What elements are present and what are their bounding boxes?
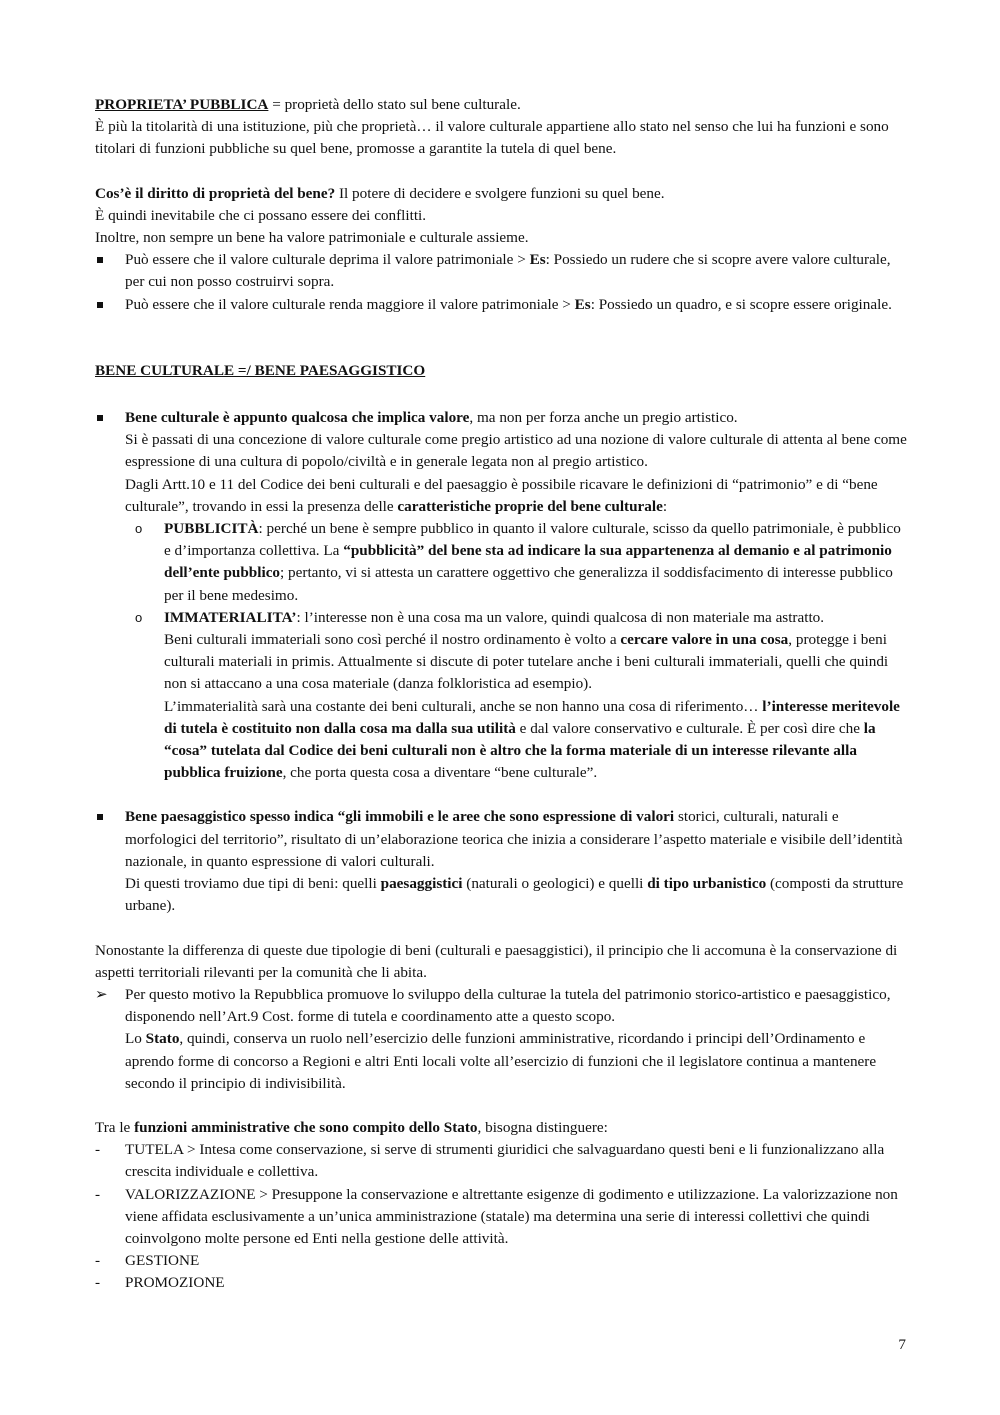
list-item-pubblicita: o PUBBLICITÀ: perché un bene è sempre pubblico in quanto il valore culturale, scisso da quello patrimoniale, è pubblico e d’importanza collettiva. La “pubblicità” del bene sta ad indicare la sua appartenenza al demanio e al patrimonio dell’ente pubblico; pertanto, vi si attesta un carattere oggettivo che generalizza il soddisfacimento di interesse pubblico per il bene medesimo. — [135, 520, 901, 604]
paragraph-proprieta-pubblica: PROPRIETA’ PUBBLICA = proprietà dello stato sul bene culturale. — [95, 96, 521, 113]
list-item-promozione: - PROMOZIONE — [95, 1272, 910, 1294]
heading-bene-culturale: BENE CULTURALE =/ BENE PAESAGGISTICO — [95, 361, 426, 379]
dash-bullet-icon: - — [95, 1185, 101, 1203]
paragraph-titolarita: È più la titolarità di una istituzione, più che proprietà… il valore culturale appartiene allo stato nel senso che lui ha funzioni e sono titolari di funzioni pubbliche su quel bene, promosse a garantite la tutela di quel bene. — [95, 118, 889, 158]
heading-proprieta-pubblica: PROPRIETA’ PUBBLICA — [95, 96, 269, 113]
list-item-repubblica: ➢ Per questo motivo la Repubblica promuove lo sviluppo della culturae la tutela del patrimonio storico-artistico e paesaggistico, disponendo nell’Art.9 Cost. forme di tutela e coordinamento atte a questo scopo. Lo Stato, quindi, conserva un ruolo nell’esercizio delle funzioni amministrative, ricordando i principi dell’Ordinamento e aprendo forme di concorso a Regioni e altri Enti locali volte all’esercizio di funzioni che il legislatore continua a mantenere secondo il principio di indivisibilità. — [95, 985, 891, 1092]
page-number: 7 — [898, 1336, 906, 1353]
paragraph-conflitti: È quindi inevitabile che ci possano essere dei conflitti. — [95, 206, 427, 224]
paragraph-nonostante: Nonostante la differenza di queste due tipologie di beni (culturali e paesaggistici), il principio che li accomuna è la conservazione di aspetti territoriali rilevanti per la comunità che li abita. — [95, 941, 898, 981]
dash-bullet-icon: - — [95, 1252, 101, 1270]
square-bullet-icon — [97, 257, 103, 263]
dash-bullet-icon: - — [95, 1141, 101, 1159]
sublist-caratteristiche — [133, 518, 910, 784]
circle-bullet-icon: o — [135, 521, 143, 537]
list-item-bene-culturale: Bene culturale è appunto qualcosa che implica valore, ma non per forza anche un pregio artistico. Si è passati di una concezione di valore culturale come pregio artistico ad una nozione di valore culturale di attenta al bene come espressione di una cultura di popolo/civiltà e in generale legata non al pregio artistico. Dagli Artt.10 e 11 del Codice dei beni culturali e del paesaggio è possibile ricavare le definizioni di “patrimonio” e di “bene culturale”, trovando in essi la presenza delle caratteristiche proprie del bene culturale: o PUBBLICITÀ: perché un bene è sempre pubblico in quanto il valore culturale, scisso da quello patrimoniale, è pubblico e d’importanza collettiva. La “pubblicità” del bene sta ad indicare la sua appartenenza al demanio e al patrimonio dell’ente pubblico; pertanto, vi si attesta un carattere oggettivo che generalizza il soddisfacimento di interesse pubblico per il bene medesimo. o IMMATERIALITA’: l’interesse non è una cosa ma un valore, quindi qualcosa di non materiale ma astratto. Beni culturali immateriali sono così perché il nostro ordinamento è volto a cercare valore in una cosa, protegge i beni culturali materiali in primis. Attualmente si discute di poter tutelare anche i beni culturali immateriali, quelli che quindi non si attaccano a una cosa materiale (danza folkloristica ad esempio). L’immaterialità sarà una costante dei beni culturali, anche se non hanno una cosa di riferimento… l’interesse meritevole di tutela è costituito non dalla cosa ma dalla sua utilità e dal valore conservativo e culturale. È per così dire che la “cosa” tutelata dal Codice dei beni culturali non è altro che la forma materiale di un interesse rilevante alla pubblica fruizione, che porta questa cosa a diventare “bene culturale”. — [95, 407, 910, 784]
circle-bullet-icon: o — [135, 609, 143, 625]
list-item-valorizzazione: - VALORIZZAZIONE > Presuppone la conservazione e altrettante esigenze di godimento e utilizzazione. La valorizzazione non viene affidata esclusivamente a un’unica amministrazione (statale) ma determina una serie di interessi collettivi che quindi coinvolgono molte persone ed Enti nella gestione delle attività. — [95, 1185, 898, 1247]
paragraph-funzioni: Tra le funzioni amministrative che sono compito dello Stato, bisogna distinguere: — [95, 1118, 608, 1136]
bullet-list-paesaggistico — [95, 806, 910, 917]
list-item-tutela: - TUTELA > Intesa come conservazione, si serve di strumenti giuridici che salvaguardano questi beni e li funzionalizzano alla crescita individuale e collettiva. — [95, 1141, 885, 1181]
paragraph-diritto-proprieta: Cos’è il diritto di proprietà del bene? Il potere di decidere e svolgere funzioni su quel bene. — [95, 184, 665, 202]
list-item-bene-paesaggistico: Bene paesaggistico spesso indica “gli immobili e le aree che sono espressione di valori storici, culturali, naturali e morfologici del territorio”, risultato di un’elaborazione teorica che inizia a considerare l’aspetto materiale e visibile dell’identità nazionale, in quanto espressione di valori culturali. Di questi troviamo due tipi di beni: quelli paesaggistici (naturali o geologici) e quelli di tipo urbanistico (composti da strutture urbane). — [95, 806, 910, 917]
square-bullet-icon — [97, 415, 103, 421]
list-item-gestione: - GESTIONE — [95, 1250, 910, 1272]
square-bullet-icon — [97, 302, 103, 308]
arrow-bullet-icon: ➢ — [95, 985, 108, 1003]
paragraph-valore: Inoltre, non sempre un bene ha valore patrimoniale e culturale assieme. — [95, 229, 529, 247]
dash-list-funzioni — [95, 1139, 910, 1294]
list-item: Può essere che il valore culturale deprima il valore patrimoniale > Es: Possiedo un rudere che si scopre avere valore culturale, per cui non posso costruirvi sopra. — [95, 249, 910, 293]
list-item: Può essere che il valore culturale renda maggiore il valore patrimoniale > Es: Possiedo un quadro, e si scopre essere originale. — [95, 294, 910, 316]
bullet-list-valore — [95, 249, 910, 316]
arrow-list — [95, 984, 910, 1095]
bullet-list-beni — [95, 407, 910, 784]
document-page — [95, 94, 910, 1295]
dash-bullet-icon: - — [95, 1274, 101, 1292]
square-bullet-icon — [97, 814, 103, 820]
list-item-immaterialita: o IMMATERIALITA’: l’interesse non è una cosa ma un valore, quindi qualcosa di non materiale ma astratto. Beni culturali immateriali sono così perché il nostro ordinamento è volto a cercare valore in una cosa, protegge i beni culturali materiali in primis. Attualmente si discute di poter tutelare anche i beni culturali immateriali, quelli che quindi non si attaccano a una cosa materiale (danza folkloristica ad esempio). L’immaterialità sarà una costante dei beni culturali, anche se non hanno una cosa di riferimento… l’interesse meritevole di tutela è costituito non dalla cosa ma dalla sua utilità e dal valore conservativo e culturale. È per così dire che la “cosa” tutelata dal Codice dei beni culturali non è altro che la forma materiale di un interesse rilevante alla pubblica fruizione, che porta questa cosa a diventare “bene culturale”. — [135, 608, 900, 782]
